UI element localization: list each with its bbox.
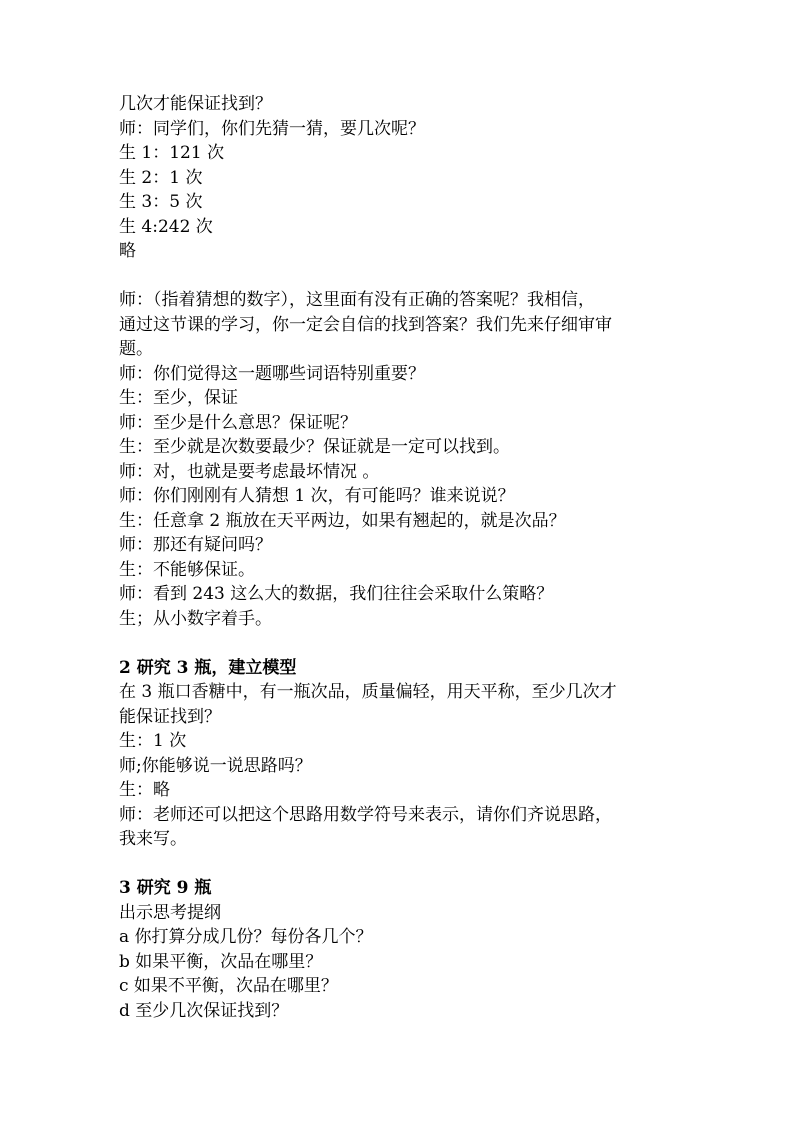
text-line: 在 3 瓶口香糖中，有一瓶次品，质量偏轻，用天平称，至少几次才: [119, 682, 617, 702]
blank-line: [119, 631, 679, 656]
text-line: 师：同学们，你们先猜一猜，要几次呢？: [119, 118, 425, 139]
list-item: d 至少几次保证找到？: [119, 1000, 289, 1021]
intro-block: [119, 92, 679, 264]
text-line: 生：1 次: [119, 731, 187, 751]
text-line: 生 4:242 次: [119, 216, 213, 237]
text-line: 师;你能够说一说思路吗？: [119, 755, 312, 776]
document-body: [119, 92, 679, 1023]
section-2: [119, 656, 679, 852]
text-line: 师：至少是什么意思？保证呢？: [119, 412, 357, 433]
text-line: 略: [119, 241, 136, 261]
text-line: 生 2：1 次: [119, 167, 203, 188]
section-3: [119, 876, 679, 1023]
text-line: 几次才能保证找到？: [119, 94, 272, 114]
text-line: 生 1：121 次: [119, 143, 225, 163]
text-line: 生；从小数字着手。: [119, 608, 272, 629]
text-line: 师：那还有疑问吗？: [119, 535, 272, 555]
text-line: 通过这节课的学习，你一定会自信的找到答案？我们先来仔细审审: [119, 314, 612, 335]
text-line: 师：老师还可以把这个思路用数学符号来表示，请你们齐说思路，: [119, 804, 612, 825]
text-line: 师：你们刚刚有人猜想 1 次，有可能吗？谁来说说？: [119, 486, 515, 506]
text-line: 生：任意拿 2 瓶放在天平两边，如果有翘起的，就是次品？: [119, 510, 566, 531]
blank-line: [119, 264, 679, 289]
text-line: 出示思考提纲: [119, 902, 221, 923]
list-item: a 你打算分成几份？每份各几个？: [119, 927, 373, 947]
section-heading: 3 研究 9 瓶: [119, 878, 212, 898]
text-line: 师：你们觉得这一题哪些词语特别重要？: [119, 363, 425, 384]
text-line: 师：看到 243 这么大的数据，我们往往会采取什么策略？: [119, 584, 554, 604]
text-line: 师：（指着猜想的数字），这里面有没有正确的答案呢？我相信，: [119, 290, 595, 310]
text-line: 能保证找到？: [119, 706, 221, 727]
text-line: 生：略: [119, 780, 170, 800]
text-line: 生：至少，保证: [119, 388, 238, 408]
text-line: 生 3：5 次: [119, 192, 203, 212]
blank-line: [119, 852, 679, 877]
section-heading: 2 研究 3 瓶，建立模型: [119, 657, 297, 678]
section-1: [119, 288, 679, 631]
text-line: 生：不能够保证。: [119, 559, 255, 580]
list-item: c 如果不平衡，次品在哪里？: [119, 976, 338, 996]
text-line: 我来写。: [119, 829, 187, 849]
list-item: b 如果平衡，次品在哪里？: [119, 951, 323, 972]
text-line: 师：对，也就是要考虑最坏情况 。: [119, 461, 380, 482]
text-line: 题。: [119, 339, 153, 359]
text-line: 生：至少就是次数要最少？保证就是一定可以找到。: [119, 437, 510, 457]
